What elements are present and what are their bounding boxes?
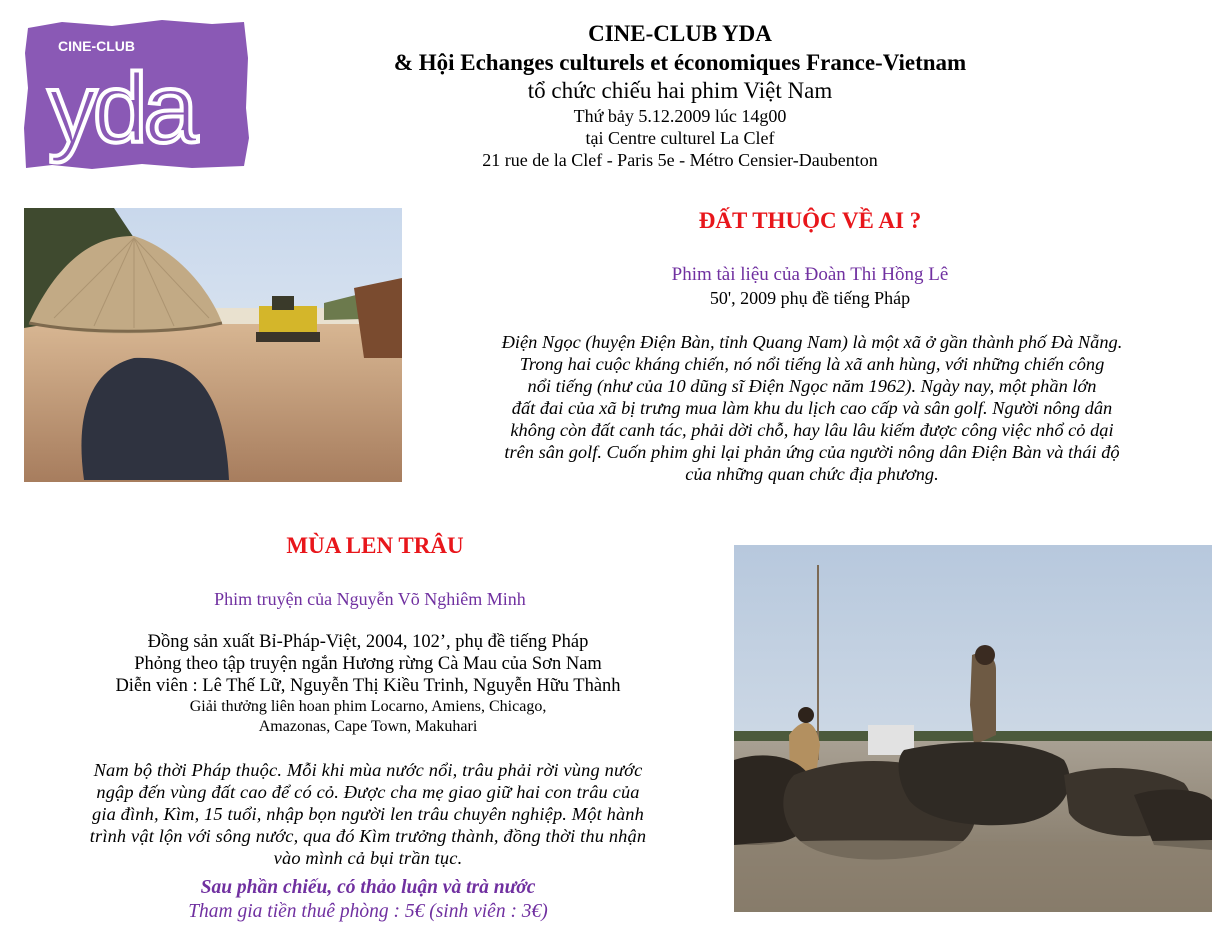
film2-credit-line: Phỏng theo tập truyện ngắn Hương rừng Cà Mau của Sơn Nam [134, 654, 602, 674]
film2-desc-line: gia đình, Kìm, 15 tuổi, nhập bọn người len trâu chuyên nghiệp. Một hành [91, 804, 645, 824]
header-club-name: CINE-CLUB YDA [588, 21, 772, 46]
film2-desc-line: Nam bộ thời Pháp thuộc. Mỗi khi mùa nước nổi, trâu phải rời vùng nước [93, 760, 643, 780]
film1-desc-line: Trong hai cuộc kháng chiến, nó nổi tiếng là xã anh hùng, với những chiến công [519, 354, 1105, 374]
film2-credit-line: Diễn viên : Lê Thế Lữ, Nguyễn Thị Kiều Trinh, Nguyễn Hữu Thành [115, 676, 621, 696]
film1-desc-line: của những quan chức địa phương. [685, 464, 939, 484]
film2-director: Phim truyện của Nguyễn Võ Nghiêm Minh [214, 589, 526, 609]
cine-club-yda-logo [22, 18, 250, 170]
film1-desc-line: đất đai của xã bị trưng mua làm khu du lịch cao cấp và sân golf. Người nông dân [511, 398, 1113, 418]
film1-director: Phim tài liệu của Đoàn Thi Hồng Lê [671, 264, 949, 285]
film1-desc-line: nổi tiếng (như của 10 dũng sĩ Điện Ngọc năm 1962). Ngày nay, một phần lớn [527, 376, 1097, 396]
header-partner: & Hội Echanges culturels et économiques France-Vietnam [393, 50, 967, 75]
header-venue: tại Centre culturel La Clef [585, 128, 775, 148]
film2-credit-line: Đồng sản xuất Bỉ-Pháp-Việt, 2004, 102’, phụ đề tiếng Pháp [147, 632, 589, 652]
after-screening-note: Sau phần chiếu, có thảo luận và trà nước [200, 877, 536, 898]
event-header [290, 20, 1070, 171]
film2-desc-line: trình vật lộn với sông nước, qua đó Kìm trưởng thành, đồng thời thu nhận [89, 826, 647, 846]
header-address: 21 rue de la Clef - Paris 5e - Métro Censier-Daubenton [482, 150, 878, 170]
film2-photo [734, 545, 1212, 912]
logo-small-text: CINE-CLUB [58, 38, 135, 54]
film2-awards-line: Giải thưởng liên hoan phim Locarno, Amiens, Chicago, [189, 698, 547, 715]
room-fee: Tham gia tiền thuê phòng : 5€ (sinh viên : 3€) [188, 901, 548, 922]
film2-desc-line: vào mình cả bụi trần tục. [273, 848, 463, 868]
film2-description [10, 759, 726, 869]
logo-big-text: yda [48, 53, 195, 163]
film1-desc-line: Điện Ngọc (huyện Điện Bàn, tỉnh Quang Nam) là một xã ở gần thành phố Đà Nẵng. [501, 332, 1123, 352]
film1-desc-line: không còn đất canh tác, phải dời chỗ, hay lâu lâu kiếm được công việc nhổ cỏ dại [510, 420, 1114, 440]
header-date: Thứ bảy 5.12.2009 lúc 14g00 [573, 106, 787, 126]
film2-title: MÙA LEN TRÂU [286, 533, 464, 558]
film2-awards-line: Amazonas, Cape Town, Makuhari [258, 718, 478, 735]
film2-desc-line: ngập đến vùng đất cao để có cỏ. Được cha mẹ giao giữ hai con trâu của [96, 782, 640, 802]
film2-credits [10, 631, 726, 737]
film1-meta: 50', 2009 phụ đề tiếng Pháp [709, 288, 911, 308]
film1-photo [24, 208, 402, 482]
film1-desc-line: trên sân golf. Cuốn phim ghi lại phản ứng của người nông dân Điện Bàn và thái độ [504, 442, 1120, 462]
header-announcement: tổ chức chiếu hai phim Việt Nam [527, 78, 833, 103]
film1-description [404, 331, 1220, 485]
film1-title: ĐẤT THUỘC VỀ AI ? [698, 208, 922, 233]
